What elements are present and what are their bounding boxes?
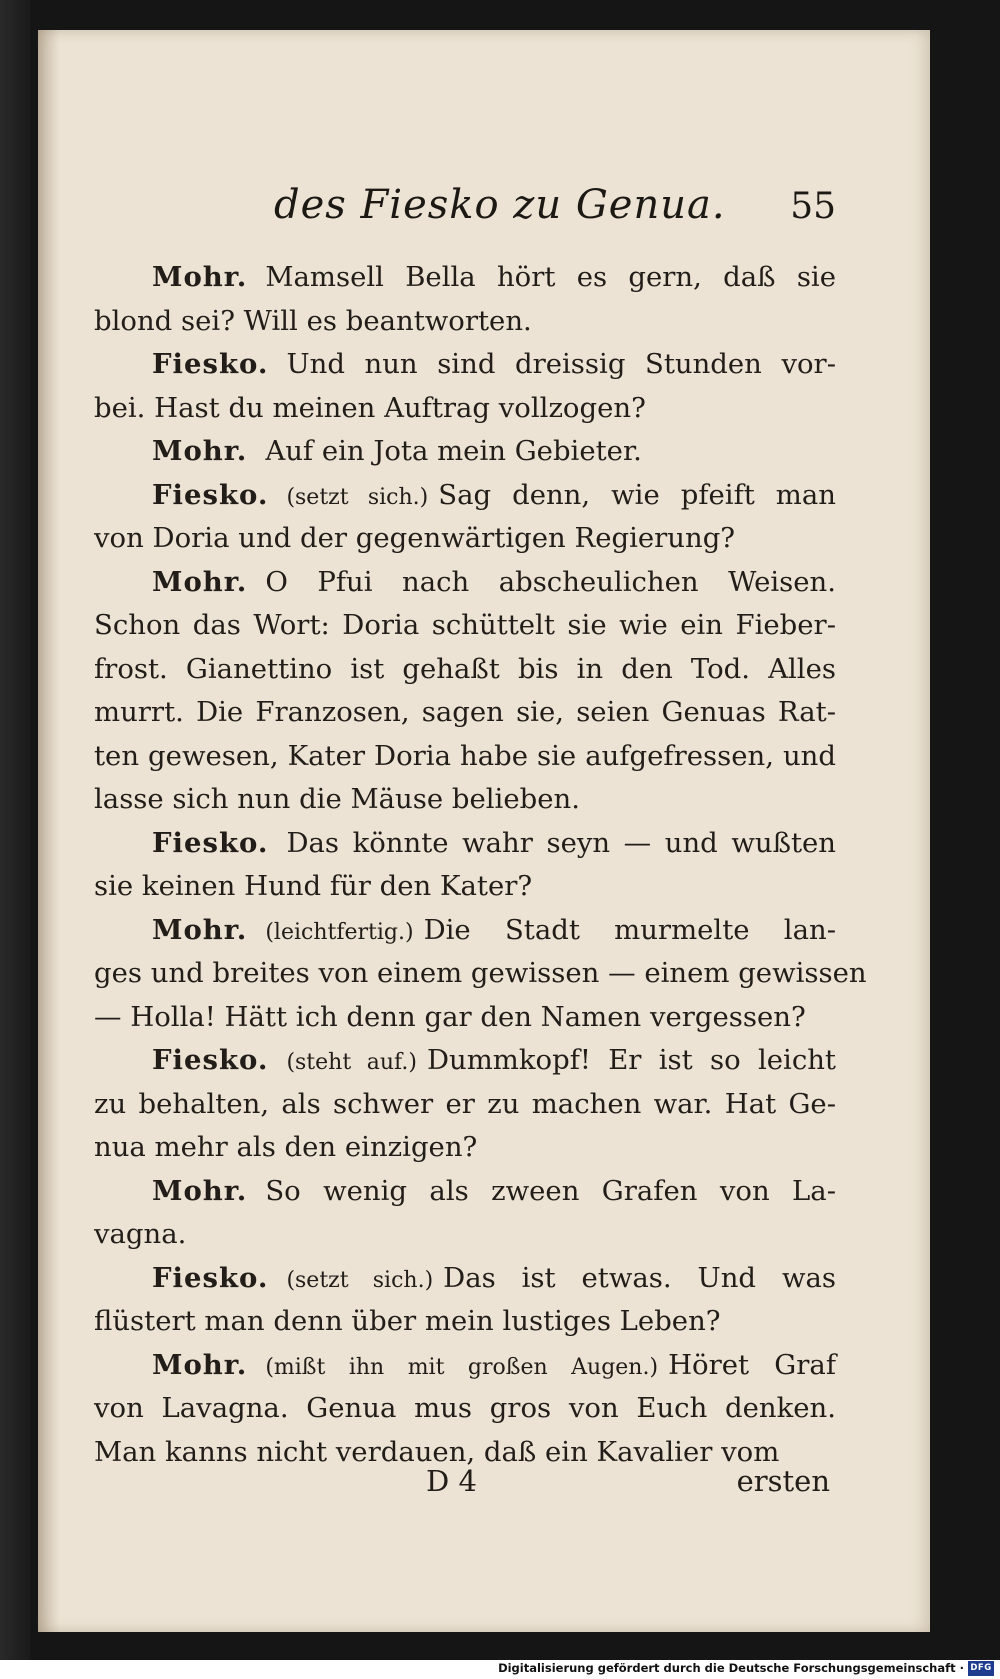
text-line	[94, 996, 836, 1040]
text-line	[94, 387, 836, 431]
speaker-name: Fiesko.	[152, 1261, 269, 1294]
text-line	[94, 1387, 836, 1431]
line-text: — Holla! Hätt ich denn gar den Namen vergessen?	[94, 1000, 806, 1033]
line-text: Höret Graf	[668, 1348, 836, 1381]
spine-shadow	[38, 30, 60, 1632]
line-text: flüstert man denn über mein lustiges Leben?	[94, 1305, 721, 1337]
line-text: Das ist etwas. Und was	[443, 1261, 836, 1294]
page-number: 55	[790, 186, 836, 227]
line-text: Die Stadt murmelte lan-	[423, 913, 836, 946]
text-line	[94, 1300, 836, 1344]
line-text: Dummkopf! Er ist so leicht	[426, 1044, 836, 1076]
text-line	[94, 691, 836, 735]
text-line	[94, 909, 836, 953]
body-text	[94, 256, 867, 1474]
book-page	[38, 30, 930, 1632]
text-line	[94, 1083, 836, 1127]
line-text: Auf ein Jota mein Gebieter.	[265, 435, 642, 467]
speaker-name: Fiesko.	[152, 1044, 269, 1076]
line-text: Sag denn, wie pfeift man	[438, 478, 836, 511]
text-line	[94, 300, 836, 344]
digitization-credit-bar	[0, 1660, 1000, 1679]
running-title: des Fiesko zu Genua.	[274, 182, 726, 228]
speaker-name: Fiesko.	[152, 348, 269, 380]
speaker-name: Mohr.	[152, 261, 248, 293]
text-line	[94, 561, 836, 605]
stage-direction: (mißt ihn mit großen Augen.)	[265, 1354, 659, 1380]
stage-direction: (steht auf.)	[286, 1050, 417, 1075]
speaker-name: Mohr.	[152, 913, 248, 946]
text-line	[94, 517, 836, 561]
text-line	[94, 1170, 836, 1214]
text-line	[94, 256, 836, 300]
line-text: Man kanns nicht verdauen, daß ein Kavalier vom	[94, 1435, 780, 1468]
line-text: frost. Gianettino ist gehaßt bis in den Tod. Alles	[94, 652, 836, 685]
catchword: ersten	[736, 1464, 830, 1498]
line-text: von Lavagna. Genua mus gros von Euch denken.	[94, 1392, 836, 1424]
speaker-name: Mohr.	[152, 435, 248, 467]
line-text: sie keinen Hund für den Kater?	[94, 870, 533, 902]
line-text: nua mehr als den einzigen?	[94, 1131, 478, 1163]
stage-direction: (setzt sich.)	[286, 1267, 434, 1293]
line-text: lasse sich nun die Mäuse belieben.	[94, 783, 580, 815]
line-text: O Pfui nach abscheulichen Weisen.	[265, 565, 836, 598]
speaker-name: Fiesko.	[152, 826, 269, 859]
text-line	[94, 1213, 836, 1257]
stage-direction: (leichtfertig.)	[265, 919, 414, 945]
text-line	[94, 822, 836, 866]
line-text: murrt. Die Franzosen, sagen sie, seien Genuas Rat-	[94, 696, 836, 728]
stage-direction: (setzt sich.)	[286, 484, 429, 510]
text-line	[94, 865, 836, 909]
line-text: bei. Hast du meinen Auftrag vollzogen?	[94, 391, 646, 424]
line-text: ges und breites von einem gewissen — einem gewissen	[94, 957, 867, 989]
line-text: zu behalten, als schwer er zu machen war. Hat Ge-	[94, 1087, 836, 1120]
text-line	[94, 1344, 836, 1388]
line-text: Das könnte wahr seyn — und wußten	[286, 826, 836, 859]
scan-background	[0, 0, 30, 1679]
digitization-credit: Digitalisierung gefördert durch die Deutsche Forschungsgemeinschaft ·	[498, 1661, 964, 1675]
text-line	[94, 1126, 836, 1170]
page-header	[38, 178, 930, 242]
text-line	[94, 430, 836, 474]
line-text: Mamsell Bella hört es gern, daß sie	[265, 261, 836, 293]
line-text: von Doria und der gegenwärtigen Regierung?	[94, 522, 736, 554]
text-line	[94, 648, 836, 692]
text-line	[94, 778, 836, 822]
line-text: vagna.	[94, 1218, 187, 1250]
text-line	[94, 604, 836, 648]
line-text: So wenig als zween Grafen von La-	[265, 1174, 836, 1207]
page-foot	[38, 1464, 930, 1504]
speaker-name: Mohr.	[152, 565, 248, 598]
text-line	[94, 952, 867, 996]
text-line	[94, 735, 836, 779]
speaker-name: Mohr.	[152, 1348, 248, 1381]
text-line	[94, 343, 836, 387]
line-text: blond sei? Will es beantworten.	[94, 304, 532, 337]
signature-mark: D 4	[426, 1464, 477, 1498]
line-text: Und nun sind dreissig Stunden vor-	[286, 348, 836, 380]
speaker-name: Fiesko.	[152, 478, 269, 511]
text-line	[94, 1257, 836, 1301]
text-line	[94, 474, 836, 518]
text-line	[94, 1039, 836, 1083]
speaker-name: Mohr.	[152, 1174, 248, 1207]
line-text: ten gewesen, Kater Doria habe sie aufgefressen, und	[94, 739, 836, 772]
dfg-logo-icon: DFG	[968, 1661, 994, 1676]
line-text: Schon das Wort: Doria schüttelt sie wie ein Fieber-	[94, 609, 836, 641]
